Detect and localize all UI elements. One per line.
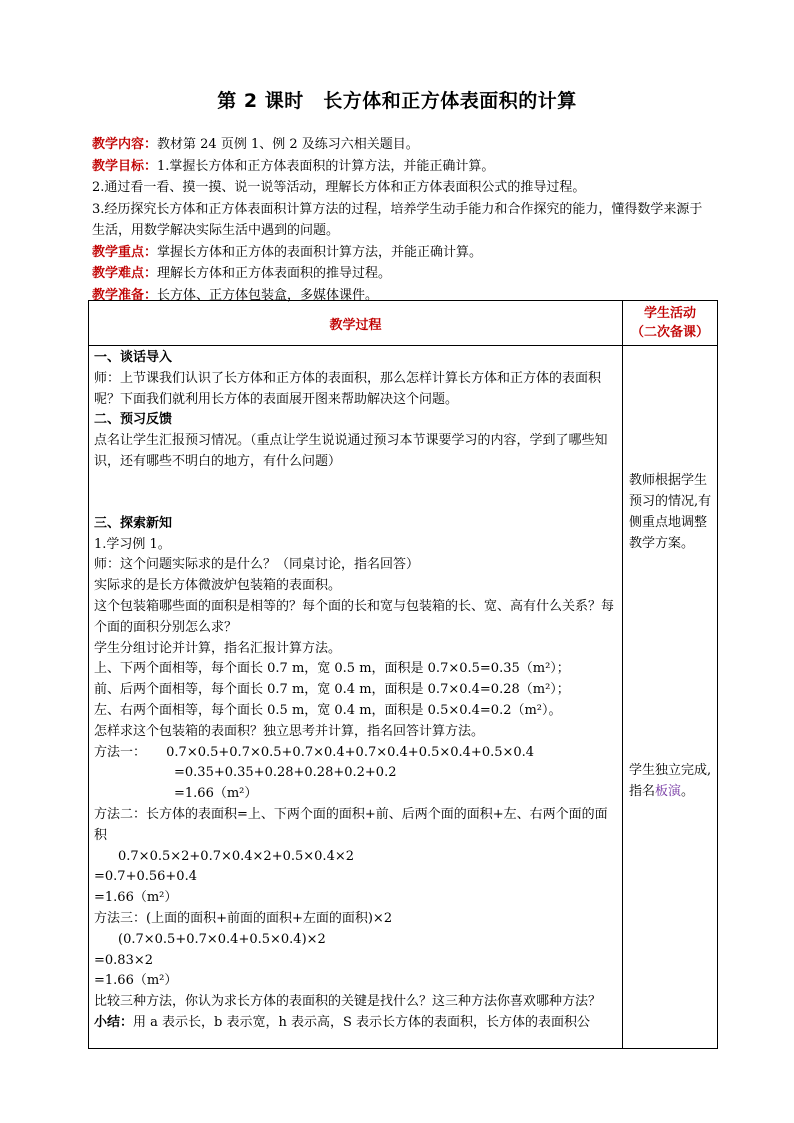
line-front-back: 前、后两个面相等，每个面长 0.7 m，宽 0.4 m，面积是 0.7×0.4=0.28（m²）； <box>94 682 570 698</box>
activity-note-1: 教师根据学生预习的情况,有侧重点地调整教学方案。 <box>629 473 712 551</box>
line-question: 师：这个问题实际求的是什么？（同桌讨论，指名回答） <box>94 557 420 573</box>
activity-header-line-2: （二次备课） <box>630 325 709 340</box>
method-3-step-3: =1.66（m²） <box>94 973 178 989</box>
section-1-title: 一、谈话导入 <box>94 350 173 365</box>
method-2-step-2: =0.7+0.56+0.4 <box>94 869 197 885</box>
goal-1: 1.掌握长方体和正方体表面积的计算方法，并能正确计算。 <box>157 158 495 174</box>
process-column-header: 教学过程 <box>89 301 623 346</box>
activity-note-2 <box>629 760 715 802</box>
method-3-text: 方法三：(上面的面积+前面的面积+左面的面积)×2 <box>94 910 393 926</box>
section-1-text: 师：上节课我们认识了长方体和正方体的表面积，那么怎样计算长方体和正方体的表面积呢？下面我们就利用长方体的表面展开图来帮助解决这个问题。 <box>94 370 602 407</box>
lesson-title: 第 2 课时 长方体和正方体表面积的计算 <box>217 90 577 112</box>
line-answer: 实际求的是长方体微波炉包装箱的表面积。 <box>94 578 342 594</box>
method-1-line <box>94 743 618 764</box>
difficulty-text: 理解长方体和正方体表面积的推导过程。 <box>157 266 392 281</box>
method-2-step-3: =1.66（m²） <box>94 890 178 906</box>
difficulty-label: 教学难点： <box>92 266 158 281</box>
method-1-step-2: =0.35+0.35+0.28+0.28+0.2+0.2 <box>174 765 397 781</box>
section-3-title: 三、探索新知 <box>94 515 173 531</box>
key-text: 掌握长方体和正方体的表面积计算方法，并能正确计算。 <box>157 244 483 260</box>
key-label: 教学重点： <box>92 244 158 260</box>
prep-label: 教学准备： <box>92 287 158 303</box>
lesson-header <box>92 134 712 306</box>
activity-column-header <box>623 301 718 346</box>
summary-line <box>94 1013 618 1034</box>
spacer <box>94 473 618 514</box>
table-body-row <box>89 346 718 1049</box>
method-1-label: 方法一： <box>94 744 147 760</box>
method-2-expr: 0.7×0.5×2+0.7×0.4×2+0.5×0.4×2 <box>118 848 354 864</box>
goal-2: 2.通过看一看、摸一摸、说一说等活动，理解长方体和正方体表面积公式的推导过程。 <box>92 180 586 195</box>
goal-3: 3.经历探究长方体和正方体表面积计算方法的过程，培养学生动手能力和合作探究的能力，懂得数学来源于生活，用数学解决实际生活中遇到的问题。 <box>92 201 703 238</box>
summary-text: 用 a 表示长，b 表示宽，h 表示高，S 表示长方体的表面积，长方体的表面积公 <box>133 1014 591 1030</box>
goal-label: 教学目标： <box>92 158 158 174</box>
method-3-step-2: =0.83×2 <box>94 952 154 968</box>
line-group-work: 学生分组讨论并计算，指名汇报计算方法。 <box>94 640 342 656</box>
line-compare: 比较三种方法，你认为求长方体的表面积的关键是找什么？这三种方法你喜欢哪种方法？ <box>94 994 602 1010</box>
activity-note-2-end: 。 <box>681 784 695 799</box>
lesson-table <box>88 300 718 1049</box>
activity-note-2-highlight: 板演 <box>655 784 682 799</box>
activity-cell <box>623 346 718 1049</box>
activity-note-2-text: 学生独立完成,指名 <box>629 763 712 799</box>
method-3-expr: (0.7×0.5+0.7×0.4+0.5×0.4)×2 <box>118 931 326 947</box>
line-example-1: 1.学习例 1。 <box>94 536 171 552</box>
content-text: 教材第 24 页例 1、例 2 及练习六相关题目。 <box>157 137 419 152</box>
key-line <box>92 242 712 264</box>
section-2-title: 二、预习反馈 <box>94 412 173 428</box>
table-header-row <box>89 301 718 346</box>
method-1-step-3: =1.66（m²） <box>174 786 258 802</box>
summary-label: 小结： <box>94 1014 134 1030</box>
content-label: 教学内容： <box>92 137 158 152</box>
process-cell <box>89 346 623 1049</box>
line-faces-question: 这个包装箱哪些面的面积是相等的？每个面的长和宽与包装箱的长、宽、高有什么关系？每个面的面积分别怎么求？ <box>94 598 615 635</box>
line-top-bottom: 上、下两个面相等，每个面长 0.7 m，宽 0.5 m，面积是 0.7×0.5=0.35（m²）； <box>94 661 570 677</box>
method-1-expr: 0.7×0.5+0.7×0.5+0.7×0.4+0.7×0.4+0.5×0.4+0.5×0.4 <box>166 744 535 760</box>
activity-header-line-1: 学生活动 <box>643 306 696 321</box>
prep-text: 长方体、正方体包装盒，多媒体课件。 <box>157 287 379 303</box>
content-line <box>92 134 712 156</box>
difficulty-line <box>92 263 712 285</box>
goal-line <box>92 156 712 178</box>
section-2-text: 点名让学生汇报预习情况。（重点让学生说说通过预习本节课要学习的内容，学到了哪些知识，还有哪些不明白的地方，有什么问题） <box>94 433 608 469</box>
line-left-right: 左、右两个面相等，每个面长 0.5 m，宽 0.4 m，面积是 0.5×0.4=0.2（m²）。 <box>94 702 562 718</box>
method-2-text: 方法二：长方体的表面积=上、下两个面的面积+前、后两个面的面积+左、右两个面的面积 <box>94 806 608 843</box>
line-how-to: 怎样求这个包装箱的表面积？独立思考并计算，指名回答计算方法。 <box>94 723 485 739</box>
